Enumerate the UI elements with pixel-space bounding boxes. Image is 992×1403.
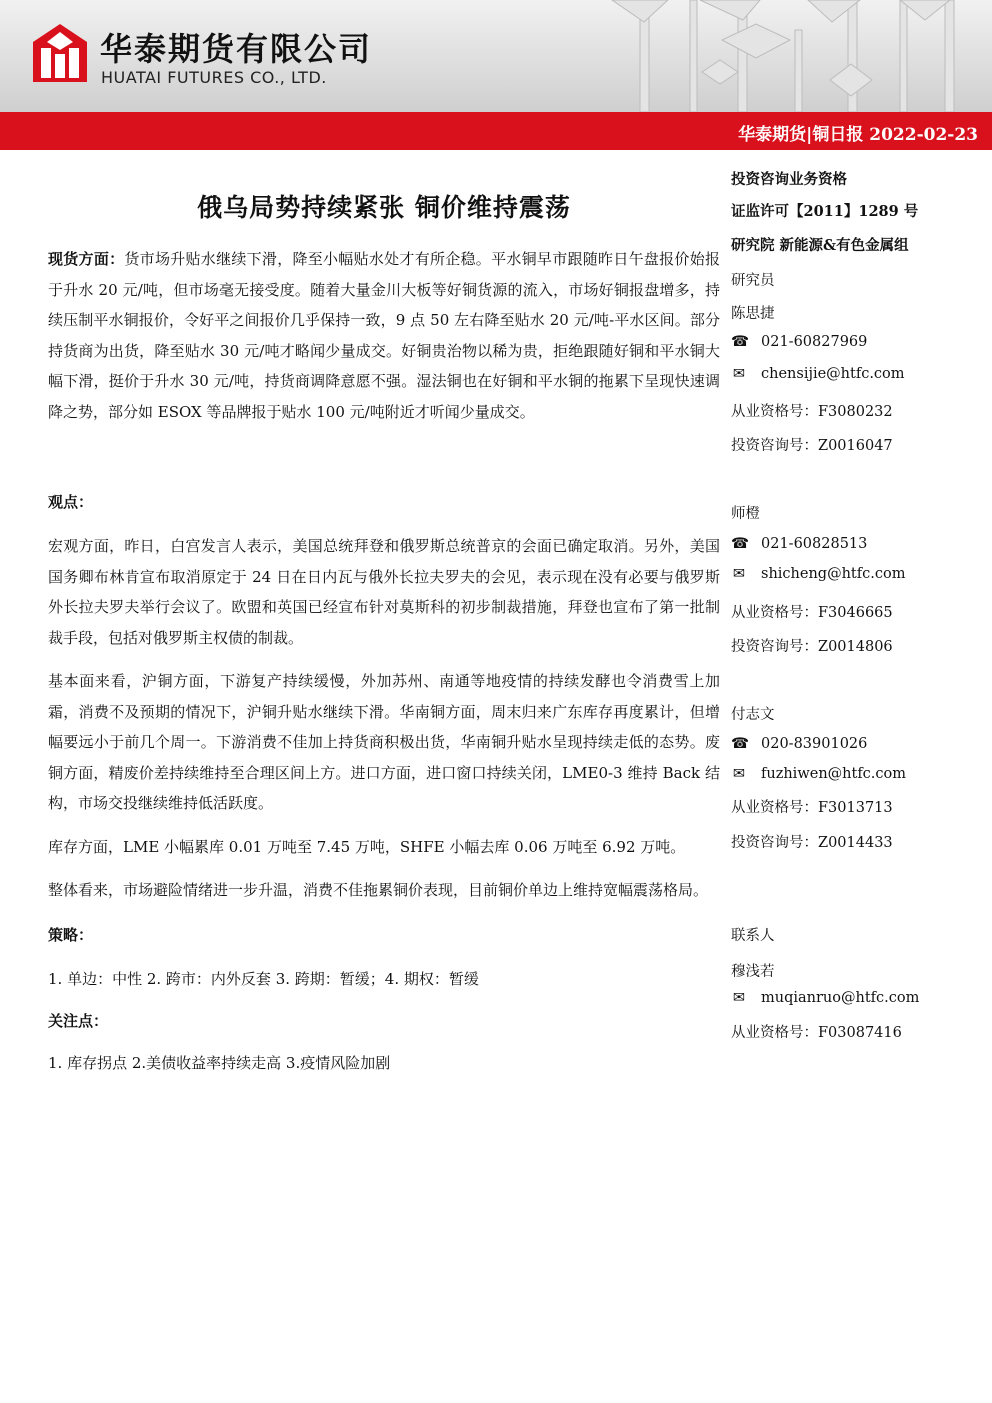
focus-text: 1. 库存拐点 2.美债收益率持续走高 3.疫情风险加剧 — [48, 1054, 391, 1072]
envelope-icon: ✉ — [732, 990, 746, 1006]
phone-number: 021-60828513 — [761, 536, 868, 552]
phone-icon: ☎ — [731, 736, 750, 752]
email-address[interactable]: fuzhiwen@htfc.com — [761, 766, 907, 782]
envelope-icon: ✉ — [732, 366, 746, 382]
email-address[interactable]: muqianruo@htfc.com — [761, 990, 920, 1006]
contact-cert-number: 从业资格号：F03087416 — [731, 1025, 902, 1041]
view-label: 观点： — [48, 493, 94, 511]
researcher-label: 研究员 — [731, 273, 775, 289]
researcher-email — [731, 766, 906, 782]
researcher-name: 付志文 — [731, 707, 775, 723]
envelope-icon: ✉ — [732, 566, 746, 582]
view-paragraph-macro: 宏观方面，昨日，白宫发言人表示，美国总统拜登和俄罗斯总统普京的会面已确定取消。另外，美国国务卿布林肯宣布取消原定于 24 日在日内瓦与俄外长拉夫罗夫的会见，表示现在没有必要与俄罗斯外长拉夫罗夫举行会议了。欧盟和英国已经宣布针对莫斯科的初步制裁措施，拜登也宣布了第一批制裁手段，包括对俄罗斯主权债的制裁。 — [48, 537, 720, 647]
article-title: 俄乌局势持续紧张 铜价维持震荡 — [197, 193, 571, 222]
focus-label: 关注点： — [48, 1012, 109, 1030]
researcher-phone — [731, 334, 867, 350]
researcher-name: 陈思捷 — [731, 306, 775, 322]
spot-text: 货市场升贴水继续下滑，降至小幅贴水处才有所企稳。平水铜早市跟随昨日午盘报价始报于升水 20 元/吨，但市场毫无接受度。随着大量金川大板等好铜货源的流入，市场好铜报盘增多，持续压制平水铜报价，令好平之间报价几乎保持一致，9 点 50 左右降至贴水 20 元/吨-平水区间。部分持货商为出货，降至贴水 30 元/吨才略闻少量成交。好铜贵治物以稀为贵，拒绝跟随好铜和平水铜大幅下滑，挺价于升水 30 元/吨，持货商调降意愿不强。湿法铜也在好铜和平水铜的拖累下呈现快速调降之势，部分如 ESOX 等品牌报于贴水 100 元/吨附近才听闻少量成交。 — [48, 250, 720, 421]
researcher-name: 师橙 — [731, 506, 760, 522]
researcher-email — [731, 366, 905, 382]
license-number: 证监许可【2011】1289 号 — [731, 203, 919, 220]
email-address[interactable]: shicheng@htfc.com — [761, 566, 906, 582]
report-band — [0, 112, 992, 150]
phone-number: 021-60827969 — [761, 334, 868, 350]
view-paragraph-summary: 整体看来，市场避险情绪进一步升温，消费不佳拖累铜价表现，目前铜价单边上维持宽幅震荡格局。 — [48, 881, 709, 899]
institute-name: 研究院 新能源&有色金属组 — [731, 237, 909, 254]
qualification-title: 投资咨询业务资格 — [731, 171, 847, 188]
phone-icon: ☎ — [731, 536, 750, 552]
consult-number: 投资咨询号：Z0014806 — [731, 639, 893, 655]
report-tag: 华泰期货|铜日报 2022-02-23 — [738, 125, 978, 145]
page-header — [0, 0, 992, 112]
cert-number: 从业资格号：F3046665 — [731, 605, 893, 621]
company-name-cn: 华泰期货有限公司 — [100, 30, 373, 68]
cert-number: 从业资格号：F3013713 — [731, 800, 893, 816]
article — [48, 150, 720, 1079]
contact-label: 联系人 — [731, 928, 775, 944]
contact-name: 穆浅若 — [731, 964, 775, 980]
phone-number: 020-83901026 — [761, 736, 868, 752]
researcher-phone — [731, 736, 867, 752]
phone-icon: ☎ — [731, 334, 750, 350]
email-address[interactable]: chensijie@htfc.com — [761, 366, 905, 382]
envelope-icon: ✉ — [732, 766, 746, 782]
spot-label: 现货方面： — [48, 250, 125, 268]
view-paragraph-inventory: 库存方面，LME 小幅累库 0.01 万吨至 7.45 万吨，SHFE 小幅去库 0.06 万吨至 6.92 万吨。 — [48, 837, 686, 856]
consult-number: 投资咨询号：Z0014433 — [731, 835, 893, 851]
consult-number: 投资咨询号：Z0016047 — [731, 438, 893, 454]
contact-email — [731, 990, 919, 1006]
view-paragraph-fundamental: 基本面来看，沪铜方面，下游复产持续缓慢，外加苏州、南通等地疫情的持续发酵也令消费雪上加霜，消费不及预期的情况下，沪铜升贴水继续下滑。华南铜方面，周末归来广东库存再度累计，但增幅要远小于前几个周一。下游消费不佳加上持货商积极出货，华南铜升贴水呈现持续走低的态势。废铜方面，精废价差持续维持至合理区间上方。进口方面，进口窗口持续关闭，LME0-3 维持 Back 结构，市场交投继续维持低活跃度。 — [48, 672, 720, 812]
researcher-phone — [731, 536, 867, 552]
strategy-label: 策略： — [48, 925, 94, 944]
cert-number: 从业资格号：F3080232 — [731, 404, 893, 420]
company-name-en: HUATAI FUTURES CO., LTD. — [101, 68, 327, 87]
spot-paragraph — [48, 244, 720, 427]
strategy-text: 1. 单边：中性 2. 跨市：内外反套 3. 跨期：暂缓；4. 期权：暂缓 — [48, 969, 479, 988]
huatai-logo-icon — [33, 24, 87, 82]
researcher-email — [731, 566, 905, 582]
